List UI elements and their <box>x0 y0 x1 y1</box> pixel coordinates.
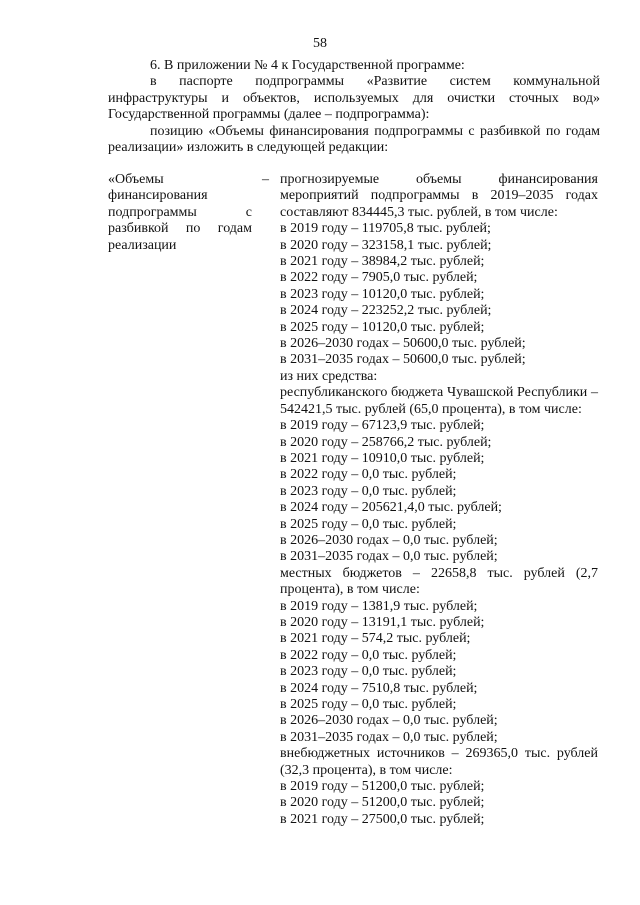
funding-line: внебюджетных источников – 269365,0 тыс. рублей (32,3 процента), в том числе: <box>280 746 598 778</box>
funding-line: прогнозируемые объемы финансирования мероприятий подпрограммы в 2019–2035 годах составляют 834445,3 тыс. рублей, в том числе: <box>280 172 598 220</box>
funding-line: в 2022 году – 0,0 тыс. рублей; <box>280 467 457 483</box>
intro-section <box>108 58 600 156</box>
funding-line: в 2020 году – 258766,2 тыс. рублей; <box>280 434 492 450</box>
funding-line: в 2020 году – 323158,1 тыс. рублей; <box>280 237 492 253</box>
funding-line: в 2025 году – 0,0 тыс. рублей; <box>280 697 457 712</box>
funding-line: в 2026–2030 годах – 0,0 тыс. рублей; <box>280 713 498 729</box>
funding-line: в 2019 году – 1381,9 тыс. рублей; <box>280 598 478 614</box>
funding-line: в 2031–2035 годах – 0,0 тыс. рублей; <box>280 549 498 565</box>
funding-line: в 2026–2030 годах – 0,0 тыс. рублей; <box>280 532 498 548</box>
funding-line: в 2021 году – 574,2 тыс. рублей; <box>280 631 471 647</box>
funding-line: в 2023 году – 0,0 тыс. рублей; <box>280 664 457 680</box>
funding-line: в 2022 году – 0,0 тыс. рублей; <box>280 647 457 663</box>
funding-line: в 2021 году – 10910,0 тыс. рублей; <box>280 450 485 466</box>
funding-line: в 2021 году – 27500,0 тыс. рублей; <box>280 811 485 827</box>
funding-line: в 2031–2035 годах – 50600,0 тыс. рублей; <box>280 352 526 368</box>
funding-line: в 2031–2035 годах – 0,0 тыс. рублей; <box>280 729 498 745</box>
funding-line: в 2023 году – 0,0 тыс. рублей; <box>280 483 457 499</box>
funding-line: республиканского бюджета Чувашской Республики – 542421,5 тыс. рублей (65,0 процента), в том числе: <box>280 385 598 417</box>
funding-line: в 2025 году – 0,0 тыс. рублей; <box>280 516 457 532</box>
funding-line: в 2023 году – 10120,0 тыс. рублей; <box>280 286 485 302</box>
funding-line: в 2020 году – 51200,0 тыс. рублей; <box>280 795 485 811</box>
funding-line: в 2026–2030 годах – 50600,0 тыс. рублей; <box>280 336 526 352</box>
funding-line: в 2022 году – 7905,0 тыс. рублей; <box>280 270 478 286</box>
funding-line: в 2024 году – 7510,8 тыс. рублей; <box>280 680 478 696</box>
funding-line: в 2020 году – 13191,1 тыс. рублей; <box>280 614 485 630</box>
funding-line: в 2024 году – 223252,2 тыс. рублей; <box>280 303 492 319</box>
funding-line: в 2019 году – 51200,0 тыс. рублей; <box>280 779 485 795</box>
funding-line: местных бюджетов – 22658,8 тыс. рублей (2,7 процента), в том числе: <box>280 565 598 598</box>
intro-paragraph-2: в паспорте подпрограммы «Развитие систем коммунальной инфраструктуры и объектов, используемых для очистки сточных вод» Государственной программы (далее – подпрограмма): <box>108 74 600 123</box>
funding-line: в 2019 году – 119705,8 тыс. рублей; <box>280 221 491 237</box>
funding-line: в 2021 году – 38984,2 тыс. рублей; <box>280 254 485 270</box>
funding-line: в 2024 году – 205621,4,0 тыс. рублей; <box>280 500 502 516</box>
page-number: 58 <box>313 36 327 51</box>
intro-paragraph-1: 6. В приложении № 4 к Государственной программе: <box>150 58 465 73</box>
funding-table-label: «Объемы финансирования подпрограммы с разбивкой по годам реализации <box>108 172 252 253</box>
funding-table-dash: – <box>262 172 269 187</box>
intro-paragraph-3: позицию «Объемы финансирования подпрограммы с разбивкой по годам реализации» изложить в следующей редакции: <box>108 123 600 156</box>
funding-line: в 2019 году – 67123,9 тыс. рублей; <box>280 418 485 434</box>
funding-line: в 2025 году – 10120,0 тыс. рублей; <box>280 319 485 335</box>
funding-line: из них средства: <box>280 368 378 384</box>
funding-table-values <box>280 172 598 828</box>
